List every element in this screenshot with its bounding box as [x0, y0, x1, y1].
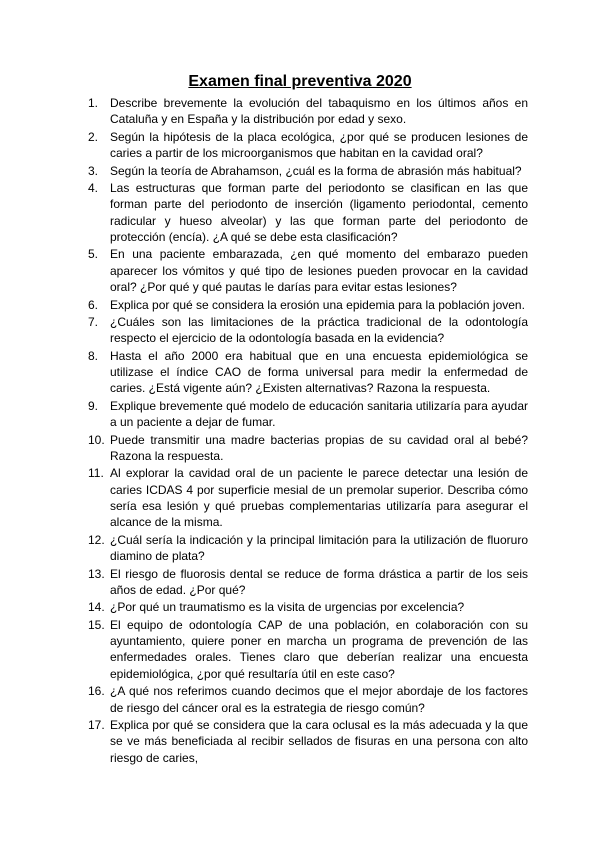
question-item-17: [88, 717, 528, 766]
question-text: ¿Cuáles son las limitaciones de la práctica tradicional de la odontología respecto el ejercicio de la odontología basada en la evidencia?: [110, 314, 528, 346]
question-number: 7.: [88, 314, 99, 329]
question-list: [88, 95, 528, 767]
question-text: Explica por qué se considera la erosión una epidemia para la población joven.: [110, 297, 525, 312]
question-number: 2.: [88, 129, 99, 144]
question-item-8: [88, 348, 528, 397]
question-item-14: [88, 599, 528, 615]
question-number: 1.: [88, 96, 99, 110]
question-item-13: [88, 566, 528, 599]
question-item-4: [88, 180, 528, 245]
question-item-6: [88, 297, 528, 313]
question-text: Puede transmitir una madre bacterias propias de su cavidad oral al bebé? Razona la respuesta.: [110, 432, 528, 463]
question-item-5: [88, 246, 528, 295]
question-text: Las estructuras que forman parte del periodonto se clasifican en las que forman parte del periodonto de inserción (ligamento periodontal, cemento radicular y hueso alveolar) y las que forman parte del periodonto de protección (encía). ¿A qué se debe esta clasificación?: [110, 181, 528, 244]
question-number: 6.: [88, 297, 99, 312]
question-number: 10.: [88, 432, 105, 447]
question-number: 15.: [88, 617, 105, 632]
question-item-11: [88, 465, 528, 530]
question-text: ¿Cuál sería la indicación y la principal limitación para la utilización de fluoruro diamino de plata?: [110, 532, 528, 564]
question-number: 3.: [88, 163, 99, 178]
question-item-15: [88, 617, 528, 682]
question-item-16: [88, 683, 528, 716]
question-number: 14.: [88, 600, 105, 615]
question-number: 17.: [88, 717, 105, 732]
question-number: 12.: [88, 532, 105, 547]
question-item-1: [88, 95, 528, 128]
page-title: Examen final preventiva 2020: [188, 73, 412, 90]
question-item-12: [88, 532, 528, 565]
question-text: Explique brevemente qué modelo de educación sanitaria utilizaría para ayudar a un paciente a dejar de fumar.: [110, 398, 528, 430]
question-item-9: [88, 398, 528, 431]
question-text: Hasta el año 2000 era habitual que en una encuesta epidemiológica se utilizase el índice CAO de forma universal para medir la enfermedad de caries. ¿Está vigente aún? ¿Existen alternativas? Razona la respuesta.: [110, 348, 528, 396]
question-item-10: [88, 432, 528, 465]
question-text: Según la hipótesis de la placa ecológica, ¿por qué se producen lesiones de caries a partir de los microorganismos que habitan en la cavidad oral?: [110, 129, 528, 161]
question-item-3: [88, 163, 528, 179]
question-number: 4.: [88, 181, 99, 196]
question-text: El equipo de odontología CAP de una población, en colaboración con su ayuntamiento, quiere poner en marcha un programa de prevención de las enfermedades orales. Tienes claro que deberían realizar una encuesta epidemiológica, ¿por qué resultaría útil en este caso?: [110, 617, 528, 681]
question-text: Según la teoría de Abrahamson, ¿cuál es la forma de abrasión más habitual?: [110, 163, 522, 178]
question-number: 16.: [88, 684, 105, 699]
question-text: En una paciente embarazada, ¿en qué momento del embarazo pueden aparecer los vómitos y qué tipo de lesiones pueden provocar en la cavidad oral? ¿Por qué y qué pautas le darías para evitar estas lesiones?: [110, 247, 528, 295]
question-item-2: [88, 129, 528, 162]
question-text: Describe brevemente la evolución del tabaquismo en los últimos años en Cataluña y en España y la distribución por edad y sexo.: [110, 96, 528, 127]
question-number: 8.: [88, 348, 99, 363]
question-item-7: [88, 314, 528, 347]
question-text: ¿A qué nos referimos cuando decimos que el mejor abordaje de los factores de riesgo del cáncer oral es la estrategia de riesgo común?: [110, 684, 528, 715]
question-number: 5.: [88, 247, 99, 262]
question-number: 11.: [88, 466, 104, 481]
question-text: El riesgo de fluorosis dental se reduce de forma drástica a partir de los seis años de edad. ¿Por qué?: [110, 566, 528, 597]
question-number: 9.: [88, 398, 99, 413]
question-text: Explica por qué se considera que la cara oclusal es la más adecuada y la que se ve más beneficiada al recibir sellados de fisuras en una persona con alto riesgo de caries,: [110, 717, 528, 765]
question-number: 13.: [88, 566, 105, 581]
question-text: Al explorar la cavidad oral de un paciente le parece detectar una lesión de caries ICDAS 4 por superficie mesial de un premolar superior. Describa cómo sería esa lesión y qué pruebas complementarias utilizaría para asegurar el alcance de la misma.: [110, 466, 528, 530]
question-text: ¿Por qué un traumatismo es la visita de urgencias por excelencia?: [110, 600, 465, 615]
